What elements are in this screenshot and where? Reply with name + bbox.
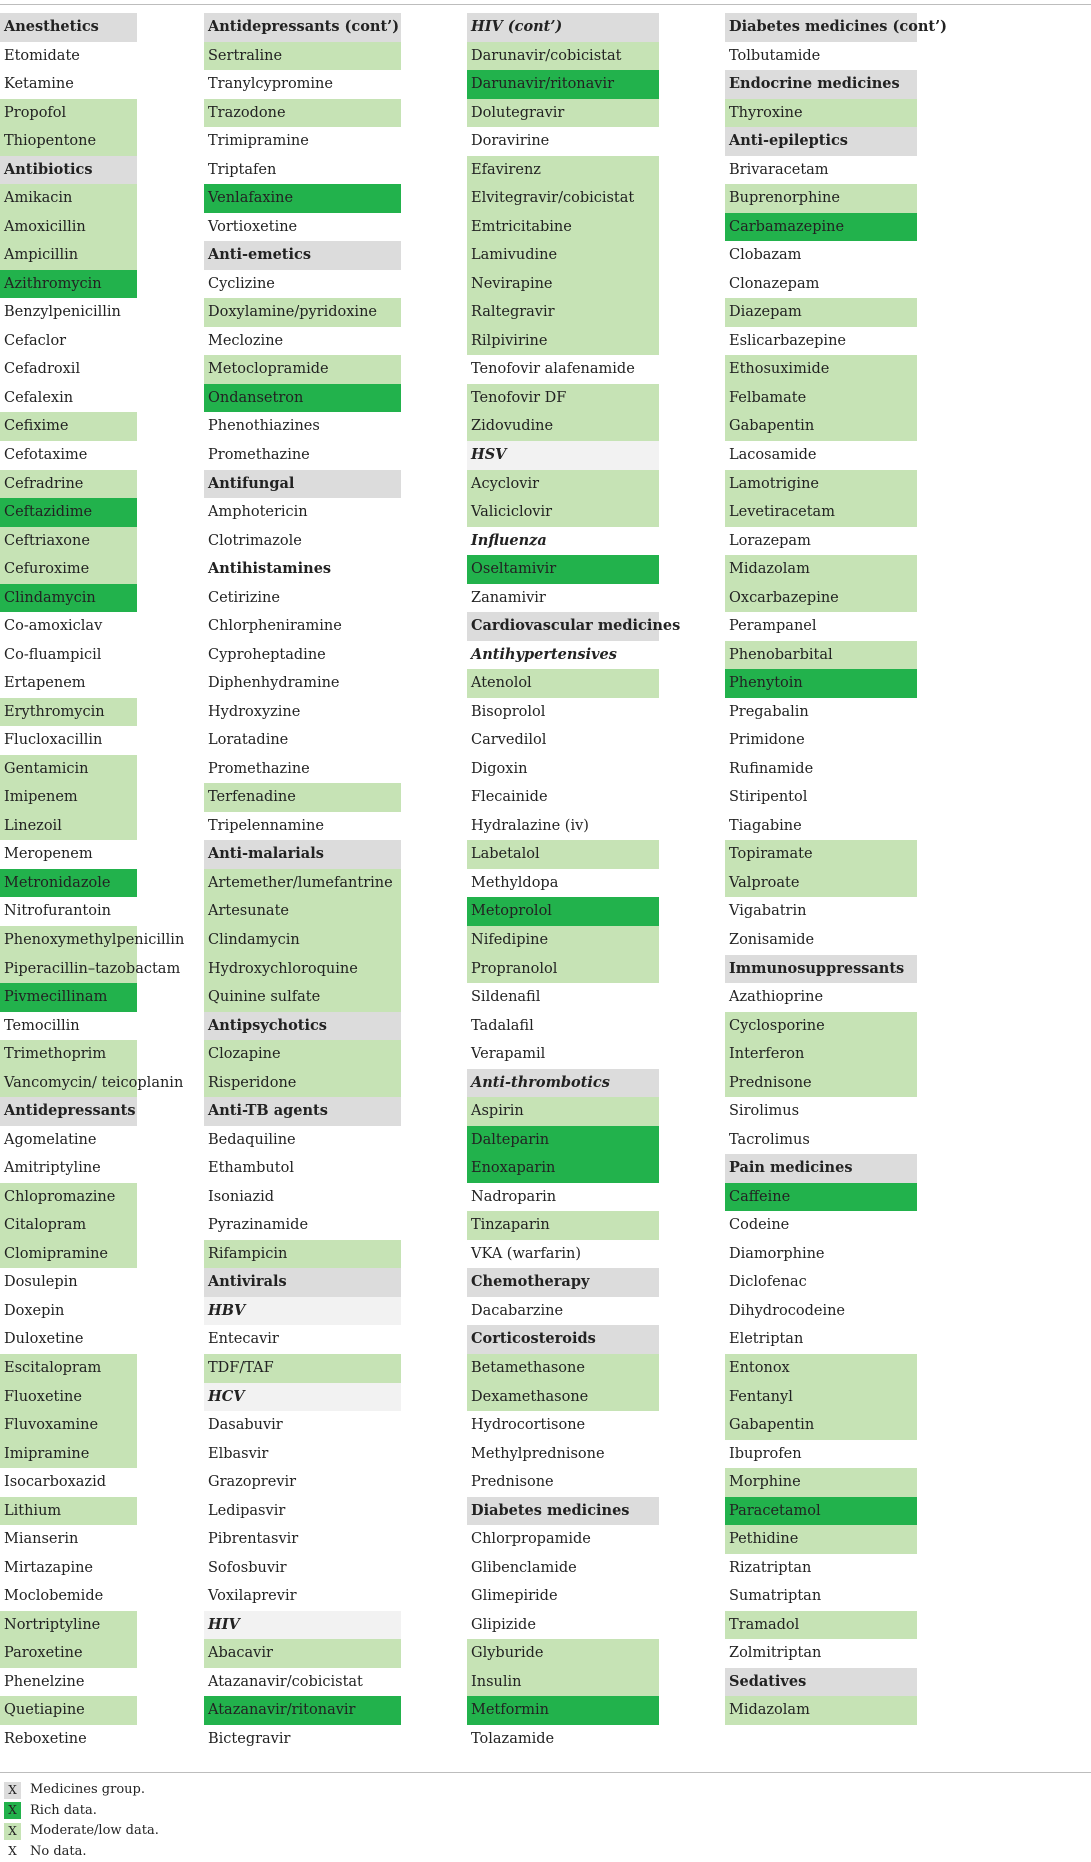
group-header-antidepressants-cont: Antidepressants (cont’) <box>204 13 401 42</box>
group-header-hcv: HCV <box>204 1383 401 1412</box>
medicine-lamotrigine: Lamotrigine <box>725 470 917 499</box>
medicine-interferon: Interferon <box>725 1040 917 1069</box>
medicine-atazanavir-ritonavir: Atazanavir/ritonavir <box>204 1696 401 1725</box>
medicine-vancomycin-teicoplanin: Vancomycin/ teicoplanin <box>0 1069 137 1098</box>
medicine-diamorphine: Diamorphine <box>725 1240 917 1269</box>
medicine-cefixime: Cefixime <box>0 412 137 441</box>
medicine-entonox: Entonox <box>725 1354 917 1383</box>
medicine-tinzaparin: Tinzaparin <box>467 1211 659 1240</box>
medicine-erythromycin: Erythromycin <box>0 698 137 727</box>
medicine-duloxetine: Duloxetine <box>0 1325 137 1354</box>
medicine-thiopentone: Thiopentone <box>0 127 137 156</box>
medicine-hydrocortisone: Hydrocortisone <box>467 1411 659 1440</box>
medicine-dalteparin: Dalteparin <box>467 1126 659 1155</box>
medicine-clomipramine: Clomipramine <box>0 1240 137 1269</box>
group-header-anti-thrombotics: Anti-thrombotics <box>467 1069 659 1098</box>
medicine-nifedipine: Nifedipine <box>467 926 659 955</box>
medicine-chlopromazine: Chlopromazine <box>0 1183 137 1212</box>
medicine-ondansetron: Ondansetron <box>204 384 401 413</box>
medicine-phenoxymethylpenicillin: Phenoxymethylpenicillin <box>0 926 137 955</box>
medicine-etomidate: Etomidate <box>0 42 137 71</box>
column-2 <box>204 13 401 1753</box>
medicine-sofosbuvir: Sofosbuvir <box>204 1554 401 1583</box>
medicine-metoclopramide: Metoclopramide <box>204 355 401 384</box>
medicine-ledipasvir: Ledipasvir <box>204 1497 401 1526</box>
medicine-vigabatrin: Vigabatrin <box>725 897 917 926</box>
medicine-raltegravir: Raltegravir <box>467 298 659 327</box>
bottom-rule <box>0 1772 1091 1773</box>
medicine-buprenorphine: Buprenorphine <box>725 184 917 213</box>
medicine-linezoil: Linezoil <box>0 812 137 841</box>
medicine-trazodone: Trazodone <box>204 99 401 128</box>
medicine-doxylamine-pyridoxine: Doxylamine/pyridoxine <box>204 298 401 327</box>
medicine-mianserin: Mianserin <box>0 1525 137 1554</box>
medicine-rizatriptan: Rizatriptan <box>725 1554 917 1583</box>
medicine-zolmitriptan: Zolmitriptan <box>725 1639 917 1668</box>
medicine-meclozine: Meclozine <box>204 327 401 356</box>
medicine-cefaclor: Cefaclor <box>0 327 137 356</box>
medicine-bedaquiline: Bedaquiline <box>204 1126 401 1155</box>
medicine-nadroparin: Nadroparin <box>467 1183 659 1212</box>
medicine-azithromycin: Azithromycin <box>0 270 137 299</box>
medicine-tolbutamide: Tolbutamide <box>725 42 917 71</box>
medicine-trimethoprim: Trimethoprim <box>0 1040 137 1069</box>
medicine-clozapine: Clozapine <box>204 1040 401 1069</box>
medicine-meropenem: Meropenem <box>0 840 137 869</box>
medicine-zonisamide: Zonisamide <box>725 926 917 955</box>
column-3 <box>467 13 659 1753</box>
medicine-tramadol: Tramadol <box>725 1611 917 1640</box>
medicine-promethazine: Promethazine <box>204 755 401 784</box>
medicine-voxilaprevir: Voxilaprevir <box>204 1582 401 1611</box>
medicine-midazolam: Midazolam <box>725 1696 917 1725</box>
medicine-phenytoin: Phenytoin <box>725 669 917 698</box>
medicine-clindamycin: Clindamycin <box>204 926 401 955</box>
medicine-tranylcypromine: Tranylcypromine <box>204 70 401 99</box>
group-header-diabetes-medicines: Diabetes medicines <box>467 1497 659 1526</box>
medicine-risperidone: Risperidone <box>204 1069 401 1098</box>
medicine-imipramine: Imipramine <box>0 1440 137 1469</box>
medicine-enoxaparin: Enoxaparin <box>467 1154 659 1183</box>
medicine-quetiapine: Quetiapine <box>0 1696 137 1725</box>
medicine-verapamil: Verapamil <box>467 1040 659 1069</box>
group-header-anesthetics: Anesthetics <box>0 13 137 42</box>
legend-label: Moderate/low data. <box>30 1821 159 1842</box>
medicine-dasabuvir: Dasabuvir <box>204 1411 401 1440</box>
medicine-nortriptyline: Nortriptyline <box>0 1611 137 1640</box>
medicine-oseltamivir: Oseltamivir <box>467 555 659 584</box>
medicine-benzylpenicillin: Benzylpenicillin <box>0 298 137 327</box>
medicine-terfenadine: Terfenadine <box>204 783 401 812</box>
medicine-hydroxychloroquine: Hydroxychloroquine <box>204 955 401 984</box>
medicine-sirolimus: Sirolimus <box>725 1097 917 1126</box>
medicine-trimipramine: Trimipramine <box>204 127 401 156</box>
medicine-cefuroxime: Cefuroxime <box>0 555 137 584</box>
medicine-elbasvir: Elbasvir <box>204 1440 401 1469</box>
medicine-cefadroxil: Cefadroxil <box>0 355 137 384</box>
medicine-betamethasone: Betamethasone <box>467 1354 659 1383</box>
group-header-hsv: HSV <box>467 441 659 470</box>
group-header-cardiovascular-medicines: Cardiovascular medicines <box>467 612 659 641</box>
medicine-dexamethasone: Dexamethasone <box>467 1383 659 1412</box>
medicine-gentamicin: Gentamicin <box>0 755 137 784</box>
medicine-co-amoxiclav: Co-amoxiclav <box>0 612 137 641</box>
medicine-lacosamide: Lacosamide <box>725 441 917 470</box>
medicine-triptafen: Triptafen <box>204 156 401 185</box>
medicine-clobazam: Clobazam <box>725 241 917 270</box>
medicine-codeine: Codeine <box>725 1211 917 1240</box>
group-header-chemotherapy: Chemotherapy <box>467 1268 659 1297</box>
group-header-antipsychotics: Antipsychotics <box>204 1012 401 1041</box>
medicine-primidone: Primidone <box>725 726 917 755</box>
group-header-antifungal: Antifungal <box>204 470 401 499</box>
medicine-piperacillin-tazobactam: Piperacillin–tazobactam <box>0 955 137 984</box>
column-4 <box>725 13 917 1725</box>
medicine-tacrolimus: Tacrolimus <box>725 1126 917 1155</box>
medicine-pethidine: Pethidine <box>725 1525 917 1554</box>
medicine-clindamycin: Clindamycin <box>0 584 137 613</box>
medicine-sertraline: Sertraline <box>204 42 401 71</box>
medicine-amitriptyline: Amitriptyline <box>0 1154 137 1183</box>
medicine-stiripentol: Stiripentol <box>725 783 917 812</box>
legend-swatch: X <box>4 1782 21 1799</box>
group-header-immunosuppressants: Immunosuppressants <box>725 955 917 984</box>
medicine-dosulepin: Dosulepin <box>0 1268 137 1297</box>
medicine-dolutegravir: Dolutegravir <box>467 99 659 128</box>
medicine-levetiracetam: Levetiracetam <box>725 498 917 527</box>
medicine-tolazamide: Tolazamide <box>467 1725 659 1754</box>
group-header-anti-malarials: Anti-malarials <box>204 840 401 869</box>
medicine-efavirenz: Efavirenz <box>467 156 659 185</box>
column-1 <box>0 13 137 1753</box>
legend-item-medicines-group <box>4 1780 159 1801</box>
medicine-diclofenac: Diclofenac <box>725 1268 917 1297</box>
medicine-hydroxyzine: Hydroxyzine <box>204 698 401 727</box>
medicine-flucloxacillin: Flucloxacillin <box>0 726 137 755</box>
medicine-doravirine: Doravirine <box>467 127 659 156</box>
medicine-glyburide: Glyburide <box>467 1639 659 1668</box>
medicine-ethambutol: Ethambutol <box>204 1154 401 1183</box>
medicine-amikacin: Amikacin <box>0 184 137 213</box>
group-header-antivirals: Antivirals <box>204 1268 401 1297</box>
legend-item-no-data <box>4 1842 159 1862</box>
medicine-diazepam: Diazepam <box>725 298 917 327</box>
medicine-gabapentin: Gabapentin <box>725 412 917 441</box>
medicine-cyproheptadine: Cyproheptadine <box>204 641 401 670</box>
group-header-sedatives: Sedatives <box>725 1668 917 1697</box>
medicine-hydralazine-iv: Hydralazine (iv) <box>467 812 659 841</box>
medicine-atazanavir-cobicistat: Atazanavir/cobicistat <box>204 1668 401 1697</box>
medicine-artemether-lumefantrine: Artemether/lumefantrine <box>204 869 401 898</box>
group-header-antihypertensives: Antihypertensives <box>467 641 659 670</box>
medicine-tadalafil: Tadalafil <box>467 1012 659 1041</box>
legend-label: Rich data. <box>30 1801 97 1822</box>
group-header-hbv: HBV <box>204 1297 401 1326</box>
medicine-darunavir-cobicistat: Darunavir/cobicistat <box>467 42 659 71</box>
medicine-chlorpheniramine: Chlorpheniramine <box>204 612 401 641</box>
medicine-phenothiazines: Phenothiazines <box>204 412 401 441</box>
medicine-dihydrocodeine: Dihydrocodeine <box>725 1297 917 1326</box>
medicine-insulin: Insulin <box>467 1668 659 1697</box>
medicine-caffeine: Caffeine <box>725 1183 917 1212</box>
medicine-pivmecillinam: Pivmecillinam <box>0 983 137 1012</box>
legend-item-rich-data <box>4 1801 159 1822</box>
medicine-eslicarbazepine: Eslicarbazepine <box>725 327 917 356</box>
medicine-emtricitabine: Emtricitabine <box>467 213 659 242</box>
medicine-imipenem: Imipenem <box>0 783 137 812</box>
medicine-sildenafil: Sildenafil <box>467 983 659 1012</box>
legend-item-moderate-low-data <box>4 1821 159 1842</box>
group-header-antihistamines: Antihistamines <box>204 555 401 584</box>
medicine-moclobemide: Moclobemide <box>0 1582 137 1611</box>
medicine-flecainide: Flecainide <box>467 783 659 812</box>
medicine-lithium: Lithium <box>0 1497 137 1526</box>
medicine-agomelatine: Agomelatine <box>0 1126 137 1155</box>
medicine-methylprednisone: Methylprednisone <box>467 1440 659 1469</box>
legend-swatch: X <box>4 1802 21 1819</box>
medicine-prednisone: Prednisone <box>467 1468 659 1497</box>
medicine-vka-warfarin: VKA (warfarin) <box>467 1240 659 1269</box>
medicine-eletriptan: Eletriptan <box>725 1325 917 1354</box>
legend-label: No data. <box>30 1842 87 1862</box>
group-header-anti-emetics: Anti-emetics <box>204 241 401 270</box>
medicine-carbamazepine: Carbamazepine <box>725 213 917 242</box>
medicine-reboxetine: Reboxetine <box>0 1725 137 1754</box>
medicine-loratadine: Loratadine <box>204 726 401 755</box>
medicine-rufinamide: Rufinamide <box>725 755 917 784</box>
legend-label: Medicines group. <box>30 1780 145 1801</box>
medicine-methyldopa: Methyldopa <box>467 869 659 898</box>
medicine-ceftazidime: Ceftazidime <box>0 498 137 527</box>
medicine-midazolam: Midazolam <box>725 555 917 584</box>
medicine-bictegravir: Bictegravir <box>204 1725 401 1754</box>
medicine-fluoxetine: Fluoxetine <box>0 1383 137 1412</box>
medicine-artesunate: Artesunate <box>204 897 401 926</box>
group-header-diabetes-medicines-cont: Diabetes medicines (cont’) <box>725 13 917 42</box>
medicine-clonazepam: Clonazepam <box>725 270 917 299</box>
medicine-escitalopram: Escitalopram <box>0 1354 137 1383</box>
medicine-morphine: Morphine <box>725 1468 917 1497</box>
medicine-ampicillin: Ampicillin <box>0 241 137 270</box>
medicine-rilpivirine: Rilpivirine <box>467 327 659 356</box>
medicine-perampanel: Perampanel <box>725 612 917 641</box>
medicine-lamivudine: Lamivudine <box>467 241 659 270</box>
medicine-glibenclamide: Glibenclamide <box>467 1554 659 1583</box>
medicine-venlafaxine: Venlafaxine <box>204 184 401 213</box>
medicine-azathioprine: Azathioprine <box>725 983 917 1012</box>
group-header-anti-tb-agents: Anti-TB agents <box>204 1097 401 1126</box>
medicine-rifampicin: Rifampicin <box>204 1240 401 1269</box>
group-header-antibiotics: Antibiotics <box>0 156 137 185</box>
medicine-digoxin: Digoxin <box>467 755 659 784</box>
medicine-sumatriptan: Sumatriptan <box>725 1582 917 1611</box>
medicine-paroxetine: Paroxetine <box>0 1639 137 1668</box>
medicine-darunavir-ritonavir: Darunavir/ritonavir <box>467 70 659 99</box>
medicine-co-fluampicil: Co-fluampicil <box>0 641 137 670</box>
medicine-bisoprolol: Bisoprolol <box>467 698 659 727</box>
medicine-topiramate: Topiramate <box>725 840 917 869</box>
medicine-cyclizine: Cyclizine <box>204 270 401 299</box>
medicine-glimepiride: Glimepiride <box>467 1582 659 1611</box>
medicine-acyclovir: Acyclovir <box>467 470 659 499</box>
medicine-labetalol: Labetalol <box>467 840 659 869</box>
medicine-pyrazinamide: Pyrazinamide <box>204 1211 401 1240</box>
medicine-fentanyl: Fentanyl <box>725 1383 917 1412</box>
medicine-ibuprofen: Ibuprofen <box>725 1440 917 1469</box>
medicine-oxcarbazepine: Oxcarbazepine <box>725 584 917 613</box>
medicine-quinine-sulfate: Quinine sulfate <box>204 983 401 1012</box>
medicine-cefotaxime: Cefotaxime <box>0 441 137 470</box>
medicine-paracetamol: Paracetamol <box>725 1497 917 1526</box>
legend <box>4 1780 159 1862</box>
group-header-endocrine-medicines: Endocrine medicines <box>725 70 917 99</box>
medicine-nevirapine: Nevirapine <box>467 270 659 299</box>
medicine-citalopram: Citalopram <box>0 1211 137 1240</box>
medicine-phenelzine: Phenelzine <box>0 1668 137 1697</box>
medicine-cefalexin: Cefalexin <box>0 384 137 413</box>
medicine-tenofovir-df: Tenofovir DF <box>467 384 659 413</box>
group-header-anti-epileptics: Anti-epileptics <box>725 127 917 156</box>
medicine-metoprolol: Metoprolol <box>467 897 659 926</box>
medicine-valproate: Valproate <box>725 869 917 898</box>
medicine-chlorpropamide: Chlorpropamide <box>467 1525 659 1554</box>
medicine-felbamate: Felbamate <box>725 384 917 413</box>
medicine-pregabalin: Pregabalin <box>725 698 917 727</box>
medicine-amoxicillin: Amoxicillin <box>0 213 137 242</box>
medicine-propranolol: Propranolol <box>467 955 659 984</box>
medicine-amphotericin: Amphotericin <box>204 498 401 527</box>
medicine-tenofovir-alafenamide: Tenofovir alafenamide <box>467 355 659 384</box>
medicine-fluvoxamine: Fluvoxamine <box>0 1411 137 1440</box>
medicine-valiciclovir: Valiciclovir <box>467 498 659 527</box>
medicine-cetirizine: Cetirizine <box>204 584 401 613</box>
group-header-antidepressants: Antidepressants <box>0 1097 137 1126</box>
medicine-tiagabine: Tiagabine <box>725 812 917 841</box>
medicine-zidovudine: Zidovudine <box>467 412 659 441</box>
medicine-entecavir: Entecavir <box>204 1325 401 1354</box>
medicine-ethosuximide: Ethosuximide <box>725 355 917 384</box>
medicine-ketamine: Ketamine <box>0 70 137 99</box>
medicine-aspirin: Aspirin <box>467 1097 659 1126</box>
medicine-elvitegravir-cobicistat: Elvitegravir/cobicistat <box>467 184 659 213</box>
medicine-doxepin: Doxepin <box>0 1297 137 1326</box>
medicine-prednisone: Prednisone <box>725 1069 917 1098</box>
medicine-carvedilol: Carvedilol <box>467 726 659 755</box>
medicine-isoniazid: Isoniazid <box>204 1183 401 1212</box>
medicine-glipizide: Glipizide <box>467 1611 659 1640</box>
medicine-vortioxetine: Vortioxetine <box>204 213 401 242</box>
medicine-propofol: Propofol <box>0 99 137 128</box>
medicine-lorazepam: Lorazepam <box>725 527 917 556</box>
medicine-abacavir: Abacavir <box>204 1639 401 1668</box>
medicine-atenolol: Atenolol <box>467 669 659 698</box>
medicine-tripelennamine: Tripelennamine <box>204 812 401 841</box>
medicine-clotrimazole: Clotrimazole <box>204 527 401 556</box>
medicine-temocillin: Temocillin <box>0 1012 137 1041</box>
medicine-cefradrine: Cefradrine <box>0 470 137 499</box>
medicine-pibrentasvir: Pibrentasvir <box>204 1525 401 1554</box>
medicine-metformin: Metformin <box>467 1696 659 1725</box>
group-header-influenza: Influenza <box>467 527 659 556</box>
legend-swatch: X <box>4 1823 21 1840</box>
group-header-hiv-cont: HIV (cont’) <box>467 13 659 42</box>
medicine-diphenhydramine: Diphenhydramine <box>204 669 401 698</box>
medicine-thyroxine: Thyroxine <box>725 99 917 128</box>
medicine-cyclosporine: Cyclosporine <box>725 1012 917 1041</box>
medicine-grazoprevir: Grazoprevir <box>204 1468 401 1497</box>
group-header-pain-medicines: Pain medicines <box>725 1154 917 1183</box>
medicine-nitrofurantoin: Nitrofurantoin <box>0 897 137 926</box>
medicine-metronidazole: Metronidazole <box>0 869 137 898</box>
medicine-mirtazapine: Mirtazapine <box>0 1554 137 1583</box>
medicine-ertapenem: Ertapenem <box>0 669 137 698</box>
group-header-hiv: HIV <box>204 1611 401 1640</box>
medicine-ceftriaxone: Ceftriaxone <box>0 527 137 556</box>
medicine-phenobarbital: Phenobarbital <box>725 641 917 670</box>
medicine-gabapentin: Gabapentin <box>725 1411 917 1440</box>
top-rule <box>0 4 1091 5</box>
medicine-promethazine: Promethazine <box>204 441 401 470</box>
medicine-brivaracetam: Brivaracetam <box>725 156 917 185</box>
medicine-isocarboxazid: Isocarboxazid <box>0 1468 137 1497</box>
medicine-dacabarzine: Dacabarzine <box>467 1297 659 1326</box>
medicine-zanamivir: Zanamivir <box>467 584 659 613</box>
medicine-tdf-taf: TDF/TAF <box>204 1354 401 1383</box>
group-header-corticosteroids: Corticosteroids <box>467 1325 659 1354</box>
legend-swatch: X <box>4 1843 21 1860</box>
